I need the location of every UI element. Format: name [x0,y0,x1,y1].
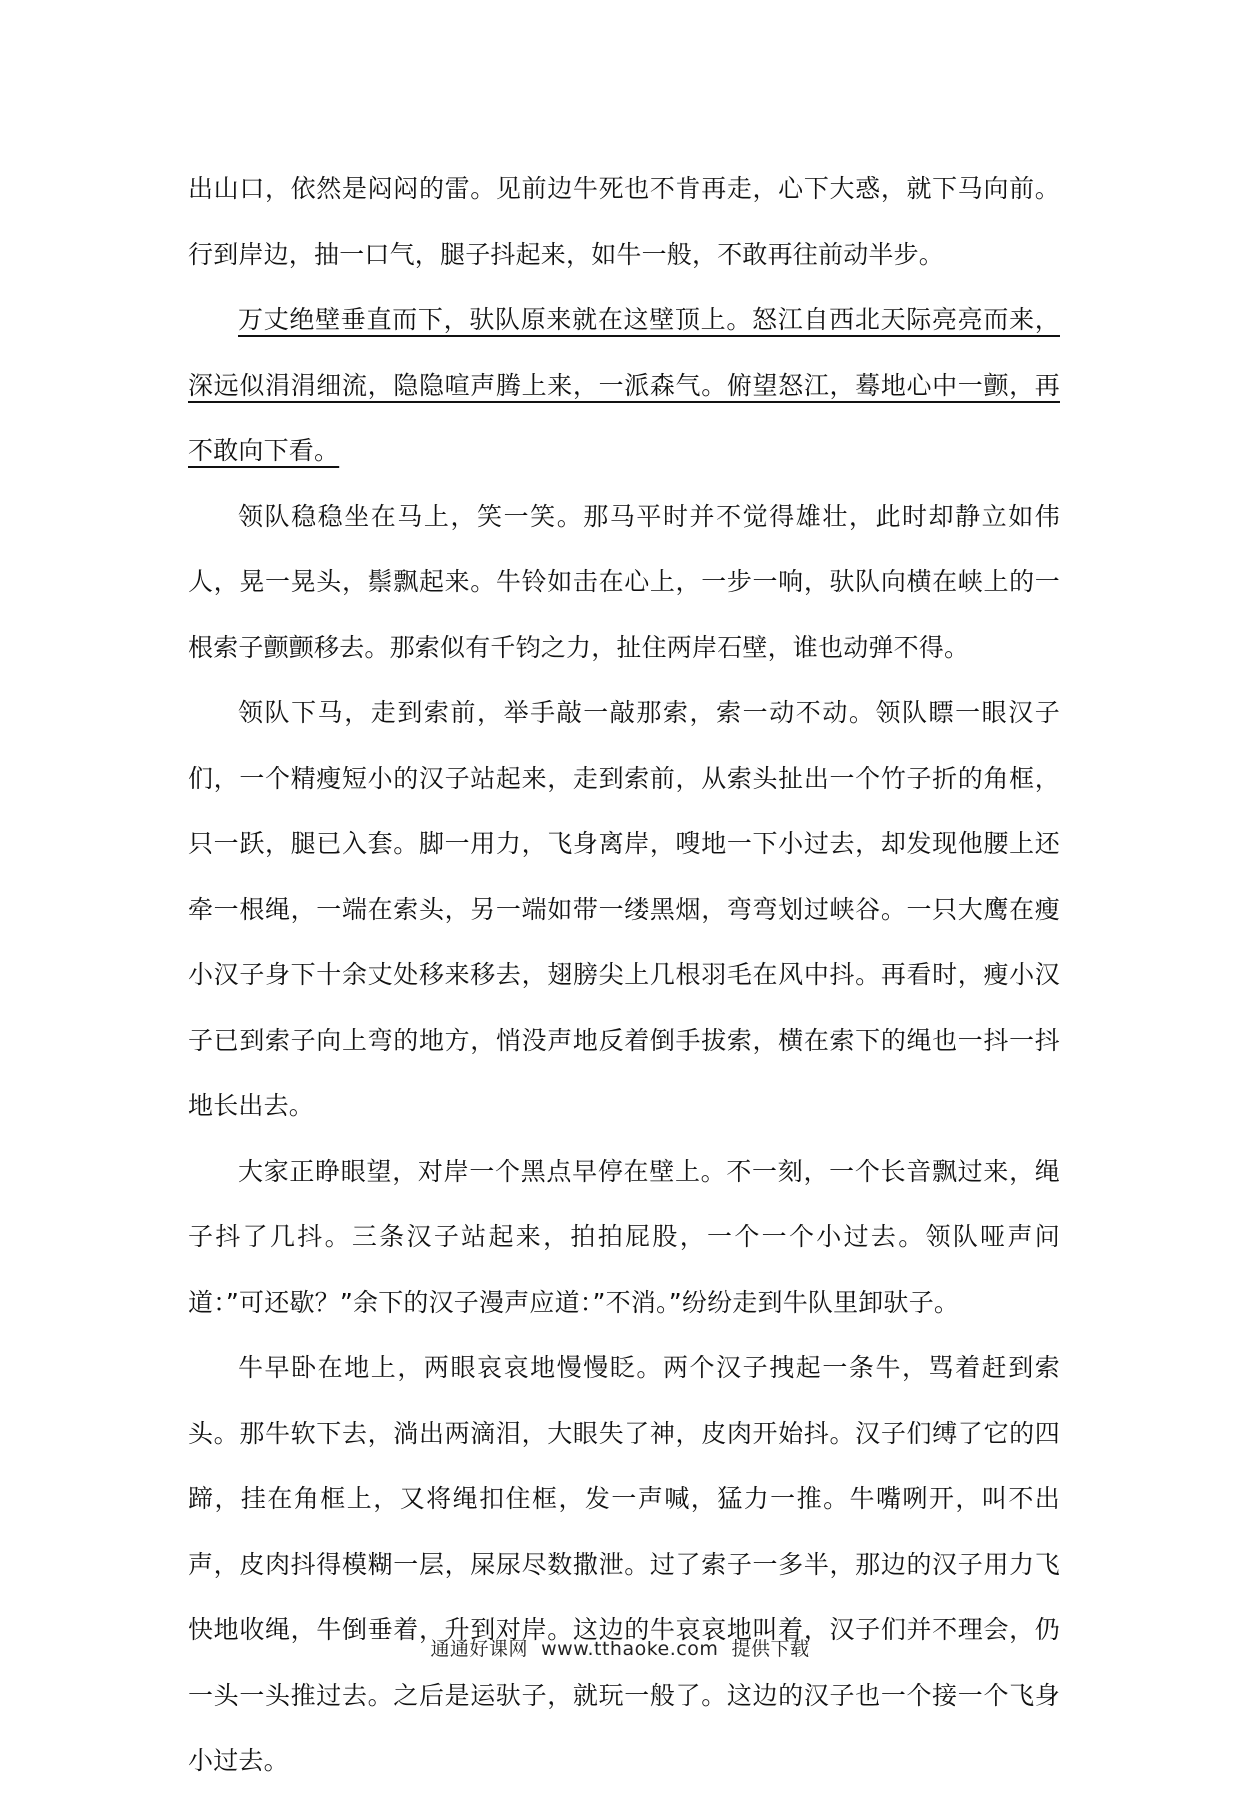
paragraph-1: 出山口，依然是闷闷的雷。见前边牛死也不肯再走，心下大惑，就下马向前。行到岸边，抽一口气，腿子抖起来，如牛一般，不敢再往前动半步。 [188,174,1060,269]
footer-suffix: 提供下载 [731,1638,810,1660]
paragraph-5: 大家正睁眼望，对岸一个黑点早停在壁上。不一刻，一个长音飘过来，绳子抖了几抖。三条汉子站起来，拍拍屁股，一个一个小过去。领队哑声问道：”可还歇？”余下的汉子漫声应道：”不消。”纷纷走到牛队里卸驮子。 [188,1156,1060,1317]
paragraph-4: 领队下马，走到索前，举手敲一敲那索，索一动不动。领队瞟一眼汉子们，一个精瘦短小的汉子站起来，走到索前，从索头扯出一个竹子折的角框，只一跃，腿已入套。脚一用力，飞身离岸，嗖地一下小过去，却发现他腰上还牵一根绳，一端在索头，另一端如带一缕黑烟，弯弯划过峡谷。一只大鹰在瘦小汉子身下十余丈处移来移去，翅膀尖上几根羽毛在风中抖。再看时，瘦小汉子已到索子向上弯的地方，悄没声地反着倒手拔索，横在索下的绳也一抖一抖地长出去。 [188,698,1060,1120]
paragraph-3: 领队稳稳坐在马上，笑一笑。那马平时并不觉得雄壮，此时却静立如伟人，晃一晃头，鬃飘起来。牛铃如击在心上，一步一响，驮队向横在峡上的一根索子颤颤移去。那索似有千钧之力，扯住两岸石壁，谁也动弹不得。 [188,501,1060,662]
paragraph-6: 牛早卧在地上，两眼哀哀地慢慢眨。两个汉子拽起一条牛，骂着赶到索头。那牛软下去，淌出两滴泪，大眼失了神，皮肉开始抖。汉子们缚了它的四蹄，挂在角框上，又将绳扣住框，发一声喊，猛力一推。牛嘴咧开，叫不出声，皮肉抖得模糊一层，屎尿尽数撒泄。过了索子一多半，那边的汉子用力飞快地收绳，牛倒垂着，升到对岸。这边的牛哀哀地叫着，汉子们并不理会，仍一头一头推过去。之后是运驮子，就玩一般了。这边的汉子也一个接一个飞身小过去。 [188,1353,1060,1775]
page-footer [0,1634,1240,1661]
paragraph-2-underlined: 万丈绝壁垂直而下，驮队原来就在这壁顶上。怒江自西北天际亮亮而来，深远似涓涓细流，隐隐喧声腾上来，一派森气。俯望怒江，蓦地心中一颤，再不敢向下看。 [188,305,1060,465]
footer-site-name: 通通好课网 [430,1638,529,1660]
document-body [188,156,1060,1794]
footer-url: www.tthaoke.com [541,1638,719,1660]
